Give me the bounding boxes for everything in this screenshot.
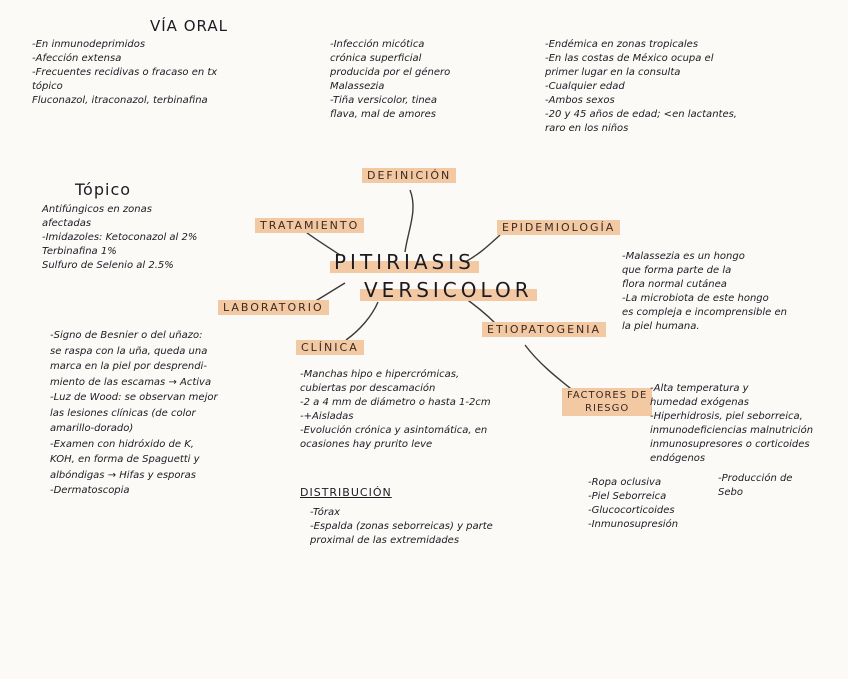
note-line: Malassezia xyxy=(330,81,385,92)
label-laboratorio: LABORATORIO xyxy=(218,300,329,315)
note-line: proximal de las extremidades xyxy=(310,535,460,546)
note-line: -Producción de xyxy=(718,473,793,484)
note-line: humedad exógenas xyxy=(650,397,749,408)
topico-notes xyxy=(42,203,197,273)
note-line: es compleja e incomprensible en xyxy=(622,307,787,318)
center-title-line1: PITIRIASIS xyxy=(330,250,479,274)
note-line: Terbinafina 1% xyxy=(42,246,117,257)
note-line: inmunodeficiencias malnutrición xyxy=(650,425,814,436)
note-line: -Espalda (zonas seborreicas) y parte xyxy=(310,521,493,532)
topico-title: Tópico xyxy=(75,180,132,199)
note-line: Sulfuro de Selenio al 2.5% xyxy=(42,260,174,271)
note-line: las lesiones clínicas (de color xyxy=(50,407,196,419)
note-line: flava, mal de amores xyxy=(330,109,436,120)
note-line: -2 a 4 mm de diámetro o hasta 1-2cm xyxy=(300,397,491,408)
label-epidemiologia: EPIDEMIOLOGÍA xyxy=(497,220,620,235)
connector-definicion xyxy=(405,190,413,252)
note-line: -Infección micótica xyxy=(330,39,425,50)
center-title-line2: VERSICOLOR xyxy=(360,278,537,302)
note-line: -En las costas de México ocupa el xyxy=(545,53,714,64)
connector-factores xyxy=(525,345,575,392)
clinica-notes xyxy=(300,368,491,452)
label-etiopatogenia: ETIOPATOGENIA xyxy=(482,322,606,337)
note-line: -Frecuentes recidivas o fracaso en tx xyxy=(32,67,218,78)
note-line: endógenos xyxy=(650,453,706,464)
note-line: -Inmunosupresión xyxy=(588,519,679,530)
connector-clinica xyxy=(346,302,378,340)
note-line: cubiertas por descamación xyxy=(300,383,436,394)
note-line: -Ambos sexos xyxy=(545,95,615,106)
label-tratamiento: TRATAMIENTO xyxy=(255,218,364,233)
factores-notes xyxy=(650,382,813,466)
via-oral-title: VÍA ORAL xyxy=(150,17,228,35)
distribucion-notes xyxy=(310,506,493,548)
note-line: -Afección extensa xyxy=(32,53,122,64)
note-line: tópico xyxy=(32,81,63,92)
note-line: -Malassezia es un hongo xyxy=(622,251,745,262)
laboratorio-notes xyxy=(50,328,218,499)
factores-list-left xyxy=(588,476,678,532)
label-definicion: DEFINICIÓN xyxy=(362,168,456,183)
note-line: marca en la piel por desprendi- xyxy=(50,361,207,372)
note-line: KOH, en forma de Spaguetti y xyxy=(50,454,200,465)
note-line: -+Aisladas xyxy=(300,411,354,422)
note-line: inmunosupresores o corticoides xyxy=(650,439,810,450)
note-line: producida por el género xyxy=(330,67,451,78)
via-oral-notes xyxy=(32,38,217,108)
note-line: -En inmunodeprimidos xyxy=(32,39,146,50)
note-line: -Manchas hipo e hipercrómicas, xyxy=(300,369,460,380)
note-line: -Piel Seborreica xyxy=(588,491,667,502)
note-line: miento de las escamas → Activa xyxy=(50,376,212,388)
note-line: -Hiperhidrosis, piel seborreica, xyxy=(650,411,803,422)
note-line: flora normal cutánea xyxy=(622,279,727,290)
label-factores-de-riesgo xyxy=(562,388,652,416)
note-line: -Examen con hidróxido de K, xyxy=(50,438,194,450)
epidemiologia-notes xyxy=(545,38,737,136)
note-line: -Imidazoles: Ketoconazol al 2% xyxy=(42,232,198,243)
note-line: la piel humana. xyxy=(622,321,700,332)
note-line: raro en los niños xyxy=(545,123,629,134)
factores-list-right xyxy=(718,472,792,500)
note-line: -Dermatoscopia xyxy=(50,485,130,496)
factores-line1: FACTORES DE xyxy=(567,390,648,401)
note-line: -La microbiota de este hongo xyxy=(622,293,769,304)
factores-line2: RIESGO xyxy=(585,403,630,414)
note-line: primer lugar en la consulta xyxy=(545,67,681,78)
etiopatogenia-notes xyxy=(622,250,787,334)
note-line: -Luz de Wood: se observan mejor xyxy=(50,392,218,403)
note-line: -Evolución crónica y asintomática, en xyxy=(300,425,488,436)
note-line: -Ropa oclusiva xyxy=(588,477,662,488)
note-line: -Tórax xyxy=(310,507,341,518)
note-line: Antifúngicos en zonas xyxy=(42,204,152,215)
note-line: Sebo xyxy=(718,487,743,498)
definicion-notes xyxy=(330,38,450,122)
note-line: -Signo de Besnier o del uñazo: xyxy=(50,330,203,341)
note-line: ocasiones hay prurito leve xyxy=(300,439,433,450)
note-line: -Tiña versicolor, tinea xyxy=(330,95,437,106)
note-line: que forma parte de la xyxy=(622,265,732,276)
note-line: Fluconazol, itraconazol, terbinafina xyxy=(32,95,208,106)
note-line: -20 y 45 años de edad; <en lactantes, xyxy=(545,109,737,120)
note-line: -Cualquier edad xyxy=(545,81,625,92)
note-line: -Glucocorticoides xyxy=(588,505,675,516)
note-line: albóndigas → Hifas y esporas xyxy=(50,469,196,481)
distribucion-title: DISTRIBUCIÓN xyxy=(300,486,392,499)
note-line: -Endémica en zonas tropicales xyxy=(545,39,699,50)
note-line: -Alta temperatura y xyxy=(650,383,749,394)
note-line: afectadas xyxy=(42,218,92,229)
note-line: crónica superficial xyxy=(330,53,422,64)
note-line: se raspa con la uña, queda una xyxy=(50,345,208,357)
note-line: amarillo-dorado) xyxy=(50,423,134,434)
label-clinica: CLÍNICA xyxy=(296,340,364,355)
